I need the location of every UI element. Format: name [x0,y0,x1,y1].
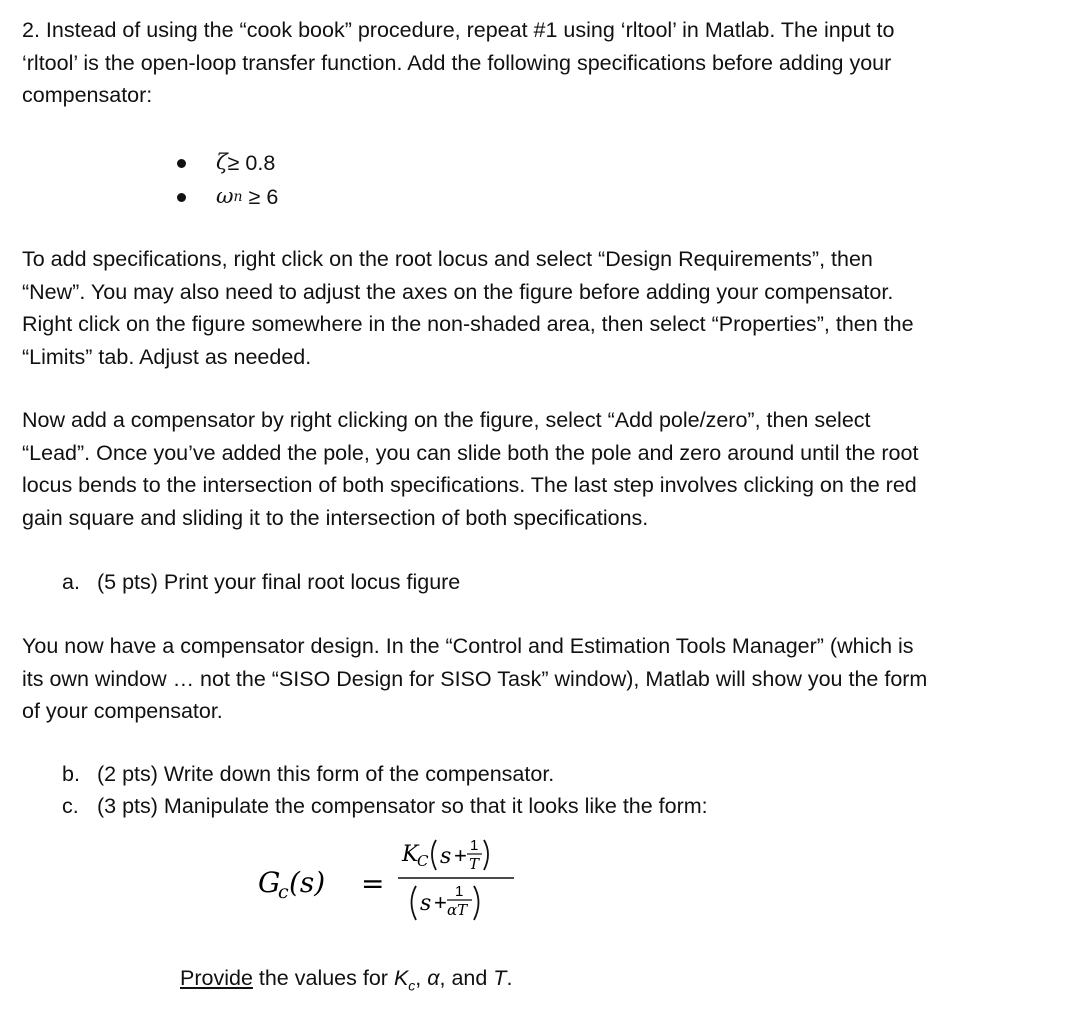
denominator-left-paren [412,886,417,920]
formula-lhs: G [258,866,281,899]
final-period: . [506,966,513,990]
numerator-fraction-den: T [469,855,480,873]
denominator-fraction-den: αT [447,901,468,919]
denominator-plus: + [434,890,447,915]
spec-item-zeta [172,146,278,180]
part-c-label: c. [62,794,79,818]
numerator-gain: K [402,842,419,867]
part-b [62,758,554,790]
k-symbol: K [393,966,409,990]
compensator-line: locus bends to the intersection of both specifications. The last step involves clicking on the red [22,473,917,497]
manager-line: You now have a compensator design. In the “Control and Estimation Tools Manager” (which is [22,634,914,658]
bullet-icon [177,159,186,168]
spec-paragraph-line: To add specifications, right click on the root locus and select “Design Requirements”, then [22,247,873,271]
provide-word: Provide [180,966,253,990]
denominator-one: 1 [455,883,464,900]
numerator-plus: + [454,843,467,868]
spec-symbol: ζ [216,150,228,175]
alpha-symbol: α [427,966,440,990]
spec-paragraph-line: Right click on the figure somewhere in the non-shaded area, then select “Properties”, then the [22,312,914,336]
intro-paragraph [22,14,1062,112]
part-b-label: b. [62,762,80,786]
intro-line: ‘rltool’ is the open-loop transfer function. Add the following specifications before adding your [22,50,892,75]
spec-relation: ≥ 6 [248,185,279,209]
numerator-right-paren [484,840,488,870]
part-a-text: (5 pts) Print your final root locus figure [97,570,461,594]
compensator-line: “Lead”. Once you’ve added the pole, you can slide both the pole and zero around until the root [22,440,919,465]
part-a [62,566,460,598]
numerator-one: 1 [470,837,479,854]
formula-equals: = [361,867,385,900]
final-instruction [180,962,512,1001]
comma-and: , and [439,966,494,990]
compensator-line: gain square and sliding it to the intersection of both specifications. [22,505,649,530]
final-text: the values for [252,966,394,990]
denominator-var: s [420,891,432,916]
spec-symbol: ω [216,184,234,209]
part-b-text: (2 pts) Write down this form of the compensator. [97,762,555,786]
spec-subscript: n [233,189,243,205]
spec-paragraph-line: “Limits” tab. Adjust as needed. [22,344,312,369]
manager-paragraph [22,630,1062,728]
bullet-icon [177,193,186,202]
formula-lhs-sub: c [278,881,289,903]
spec-paragraph-line: “New”. You may also need to adjust the axes on the figure before adding your compensator. [22,279,894,304]
part-c-text: (3 pts) Manipulate the compensator so that it looks like the form: [97,794,708,818]
manager-line: its own window … not the “SISO Design for SISO Task” window), Matlab will show you the form [22,666,928,691]
part-a-label: a. [62,570,80,594]
k-subscript: c [408,977,416,994]
denominator-right-paren [474,886,479,920]
spec-relation: ≥ 0.8 [227,151,276,175]
spec-item-omega [172,180,278,214]
compensator-paragraph [22,404,1062,534]
numerator-left-paren [432,840,436,870]
intro-line: 2. Instead of using the “cook book” procedure, repeat #1 using ‘rltool’ in Matlab. The input to [22,18,895,42]
manager-line: of your compensator. [22,699,223,723]
numerator-gain-sub: C [417,852,429,870]
t-symbol: T [493,966,507,990]
specifications-paragraph [22,243,1062,373]
numerator-var: s [440,844,452,869]
intro-line: compensator: [22,83,153,107]
part-c [62,790,708,822]
comma-1: , [415,966,428,990]
spec-list [172,146,278,214]
formula-lhs-arg: (s) [289,866,326,899]
compensator-formula [258,830,528,930]
compensator-line: Now add a compensator by right clicking on the figure, select “Add pole/zero”, then select [22,408,871,432]
formula-svg [258,830,528,930]
